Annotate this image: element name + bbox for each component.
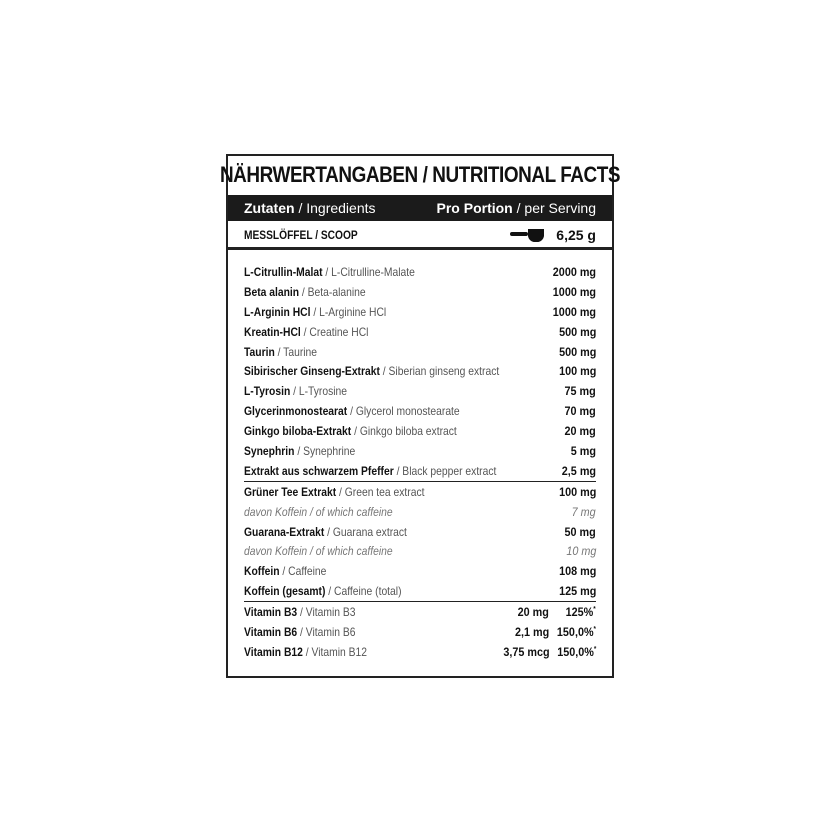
ingredients-heading: Zutaten / Ingredients xyxy=(244,200,376,216)
ingredient-row xyxy=(244,502,596,522)
ingredient-row xyxy=(244,522,596,542)
header-bar xyxy=(228,195,612,221)
ingredient-row xyxy=(244,342,596,362)
label-title: NÄHRWERTANGABEN / NUTRITIONAL FACTS xyxy=(219,162,621,187)
ingredient-row xyxy=(244,441,596,461)
ingredient-row xyxy=(244,622,596,642)
ingredient-amount: 1000 mg xyxy=(552,304,596,319)
daily-value-percent: 150,0%* xyxy=(556,624,596,639)
ingredient-name: Kreatin-HCl / Creatine HCl xyxy=(244,324,369,339)
per-serving-heading: Pro Portion / per Serving xyxy=(436,200,596,216)
ingredient-amount: 100 mg xyxy=(558,364,596,379)
ingredient-amount: 2000 mg xyxy=(552,264,596,279)
ingredient-name: L-Tyrosin / L-Tyrosine xyxy=(244,384,348,399)
scoop-value: 6,25 g xyxy=(556,226,596,243)
ingredient-amount: 70 mg xyxy=(564,404,596,419)
ingredient-row xyxy=(244,421,596,441)
ingredient-row xyxy=(244,401,596,421)
ingredient-row xyxy=(244,481,596,502)
ingredient-name: Sibirischer Ginseng-Extrakt / Siberian ginseng extract xyxy=(244,364,500,379)
ingredient-row xyxy=(244,581,596,601)
ingredient-amount: 1000 mg xyxy=(552,284,596,299)
ingredient-name: L-Citrullin-Malat / L-Citrulline-Malate xyxy=(244,264,415,279)
ingredient-name: Taurin / Taurine xyxy=(244,344,318,359)
ingredient-name: Vitamin B6 / Vitamin B6 xyxy=(244,624,356,639)
ingredient-row xyxy=(244,322,596,342)
ingredient-name: Glycerinmonostearat / Glycerol monostearate xyxy=(244,404,460,419)
ingredient-row xyxy=(244,302,596,322)
ingredient-list xyxy=(244,262,596,662)
ingredient-amount: 2,5 mg xyxy=(561,463,596,478)
ingredient-name: Guarana-Extrakt / Guarana extract xyxy=(244,524,407,539)
ingredient-name: Extrakt aus schwarzem Pfeffer / Black pepper extract xyxy=(244,463,497,478)
scoop-icon xyxy=(510,227,546,243)
ingredient-name: davon Koffein / of which caffeine xyxy=(244,504,393,519)
ingredient-amount: 75 mg xyxy=(564,384,596,399)
ingredient-row xyxy=(244,642,596,662)
ingredient-amount: 108 mg xyxy=(558,564,596,579)
ingredient-row xyxy=(244,262,596,282)
ingredient-name: Vitamin B3 / Vitamin B3 xyxy=(244,605,356,620)
ingredient-amount: 125 mg xyxy=(558,584,596,599)
ingredient-name: L-Arginin HCl / L-Arginine HCl xyxy=(244,304,387,319)
daily-value-percent: 150,0%* xyxy=(556,644,596,659)
ingredient-amount: 2,1 mg 150,0%* xyxy=(514,624,596,639)
ingredient-amount: 7 mg xyxy=(571,504,596,519)
ingredient-row xyxy=(244,601,596,622)
ingredient-amount: 500 mg xyxy=(558,344,596,359)
ingredient-name: davon Koffein / of which caffeine xyxy=(244,544,393,559)
ingredient-name: Vitamin B12 / Vitamin B12 xyxy=(244,644,367,659)
ingredient-amount: 50 mg xyxy=(564,524,596,539)
ingredient-amount: 5 mg xyxy=(570,443,596,458)
ingredient-row xyxy=(244,361,596,381)
ingredient-row xyxy=(244,282,596,302)
ingredient-row xyxy=(244,381,596,401)
ingredient-row xyxy=(244,541,596,561)
daily-value-percent: 125%* xyxy=(565,605,596,620)
ingredient-name: Ginkgo biloba-Extrakt / Ginkgo biloba extract xyxy=(244,424,457,439)
ingredient-amount: 3,75 mcg 150,0%* xyxy=(502,644,596,659)
ingredient-name: Beta alanin / Beta-alanine xyxy=(244,284,366,299)
nutrition-label xyxy=(219,154,621,678)
scoop-label: MESSLÖFFEL / SCOOP xyxy=(244,227,358,242)
ingredient-amount: 20 mg xyxy=(564,424,596,439)
ingredient-amount: 10 mg xyxy=(565,544,596,559)
ingredient-amount: 100 mg xyxy=(558,484,596,499)
ingredient-name: Synephrin / Synephrine xyxy=(244,443,356,458)
ingredient-name: Grüner Tee Extrakt / Green tea extract xyxy=(244,484,425,499)
ingredient-row xyxy=(244,461,596,481)
ingredient-name: Koffein / Caffeine xyxy=(244,564,327,579)
ingredient-name: Koffein (gesamt) / Caffeine (total) xyxy=(244,584,402,599)
scoop-row xyxy=(228,222,612,250)
ingredient-amount: 20 mg 125%* xyxy=(517,605,596,620)
ingredient-amount: 500 mg xyxy=(558,324,596,339)
ingredient-row xyxy=(244,561,596,581)
